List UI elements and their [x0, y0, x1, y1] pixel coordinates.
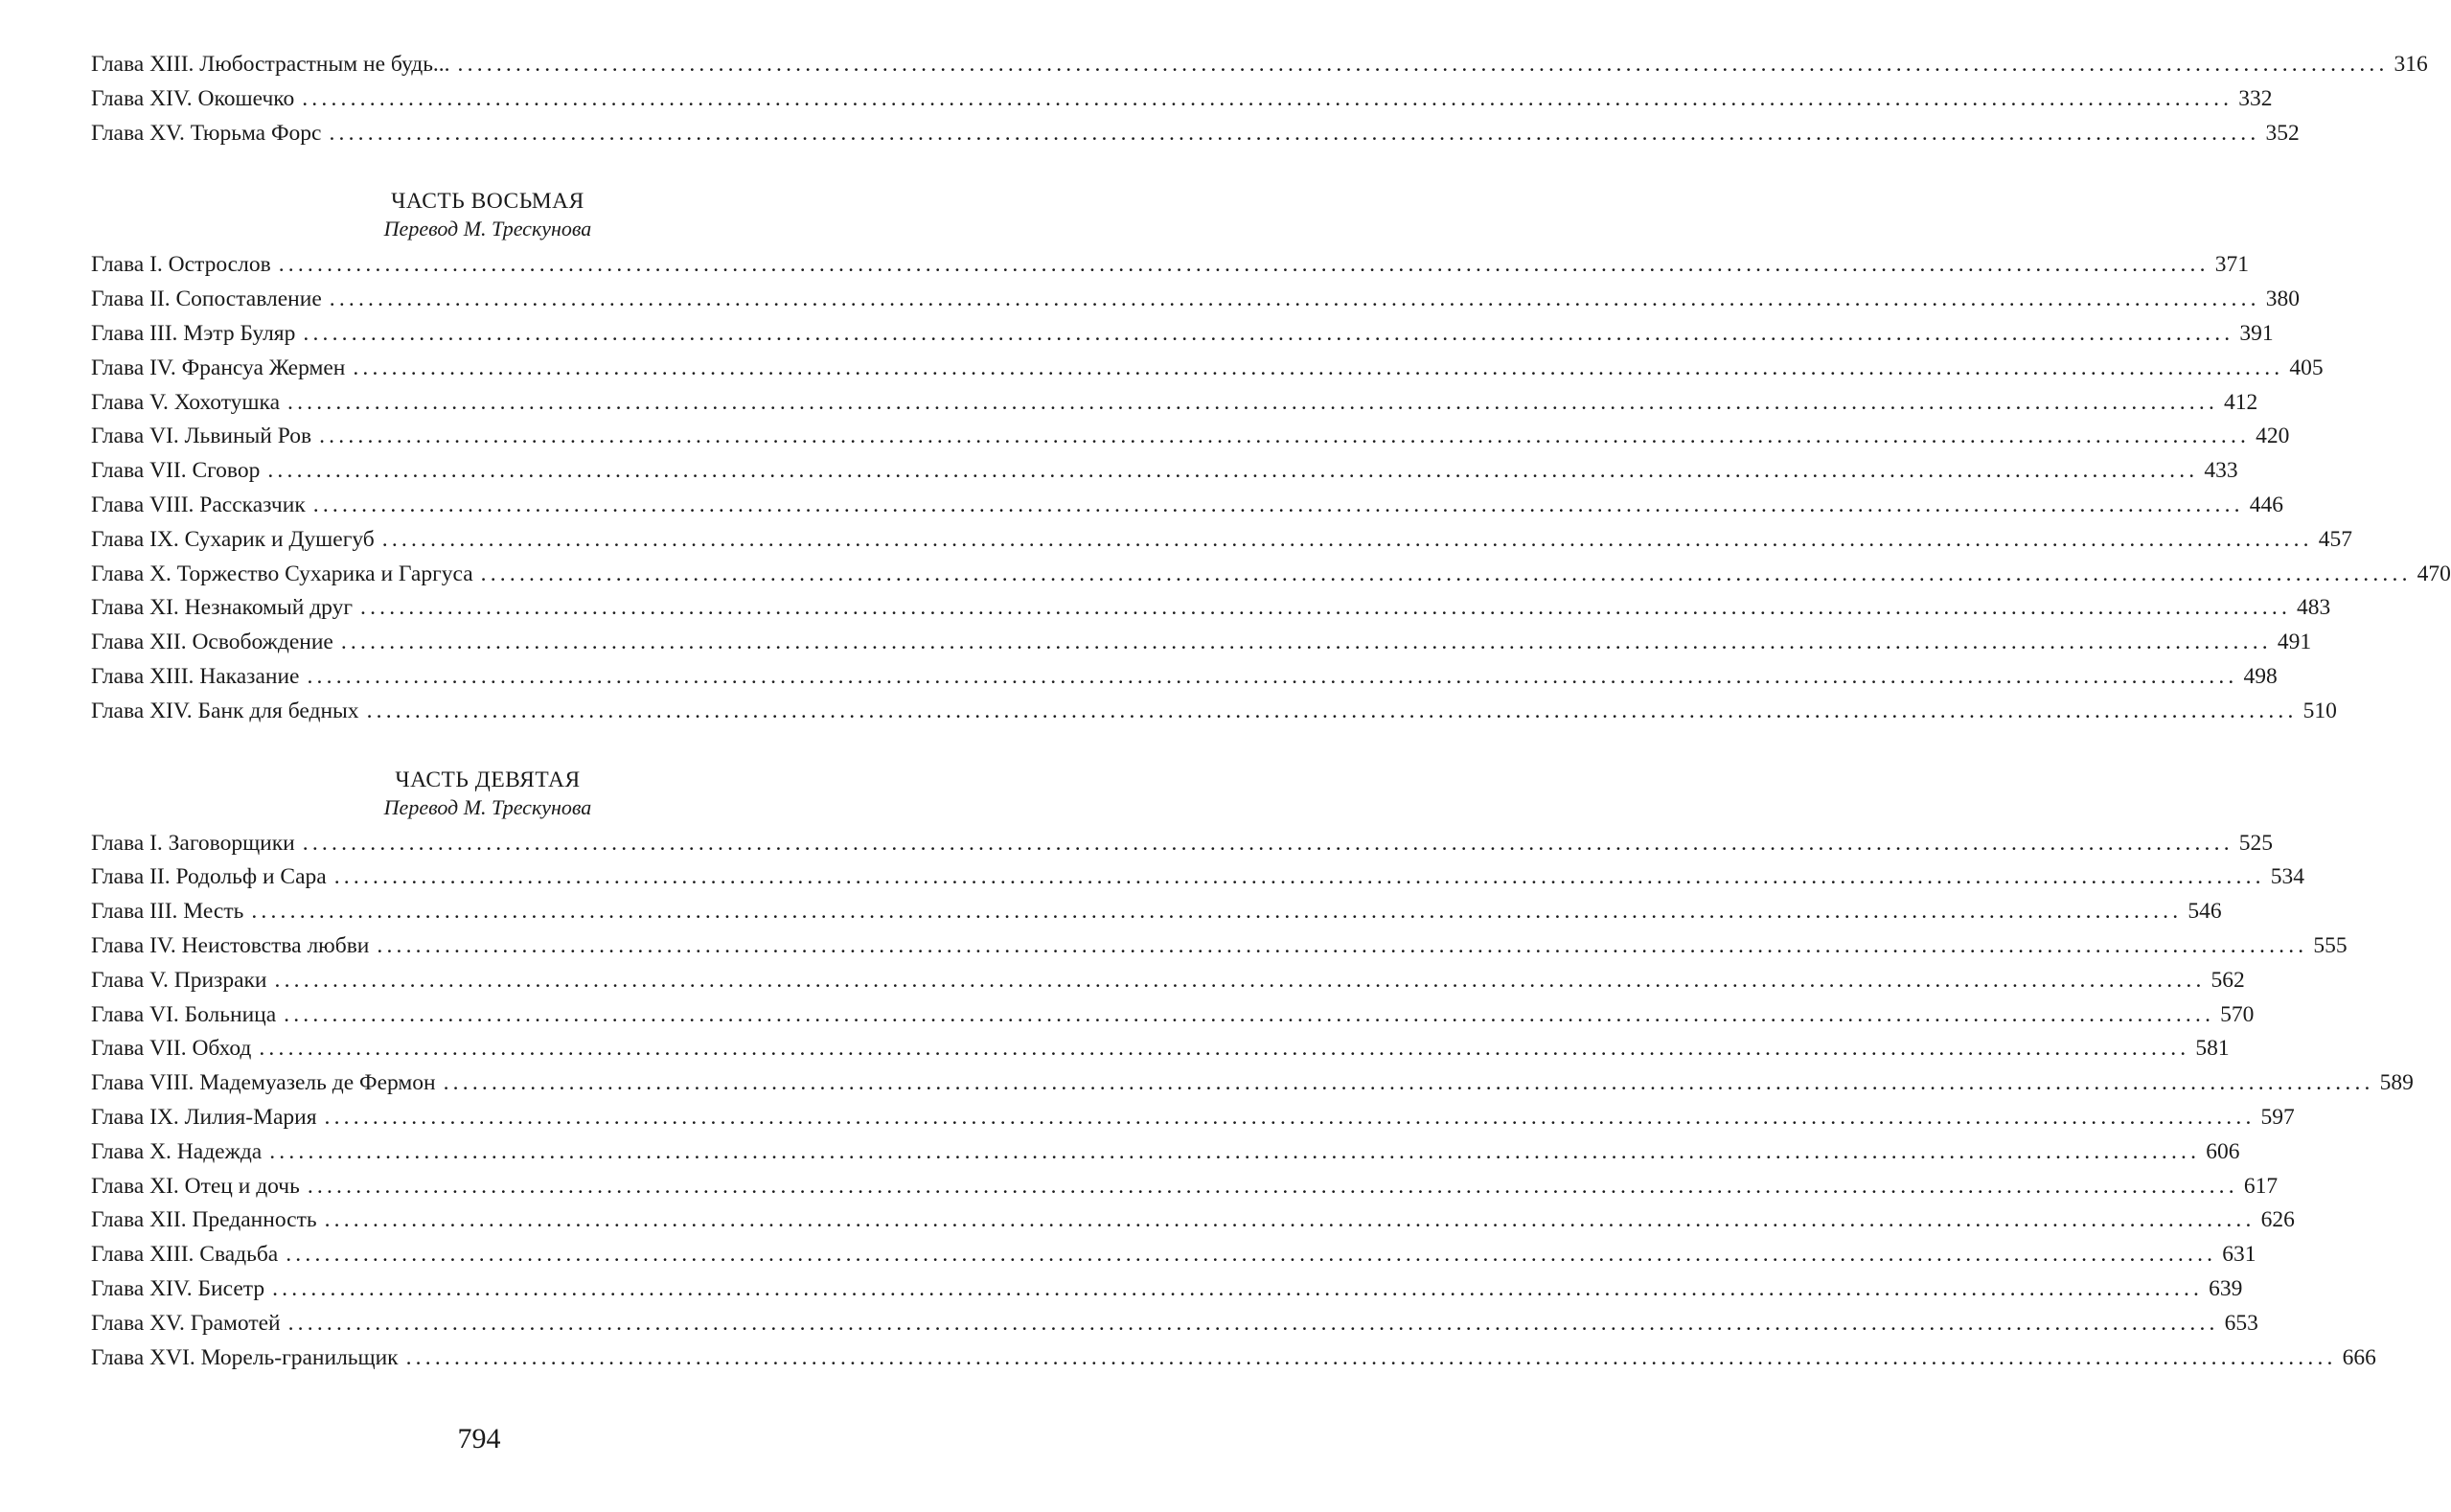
chapter-title: Глава I. Острослов — [91, 252, 271, 278]
toc-entry — [91, 1101, 2295, 1135]
toc-entry — [91, 48, 2428, 82]
chapter-page-number: 332 — [2238, 85, 2273, 111]
chapter-title: Глава V. Призраки — [91, 967, 267, 993]
dot-leader: ........................................................................................................................................................................................................ — [480, 561, 2412, 586]
chapter-title: Глава IX. Сухарик и Душегуб — [91, 526, 375, 552]
toc-entry — [91, 626, 2312, 660]
chapter-page-number: 597 — [2260, 1104, 2295, 1130]
chapter-page-number: 491 — [2277, 630, 2312, 655]
toc-entry — [91, 454, 2238, 489]
toc-entry — [91, 558, 2451, 592]
dot-leader: ........................................................................................................................................................................................................ — [303, 320, 2234, 346]
chapter-page-number: 631 — [2222, 1242, 2256, 1268]
chapter-page-number: 457 — [2318, 526, 2352, 552]
chapter-title: Глава XIII. Любострастным не будь... — [91, 52, 450, 77]
part-title: ЧАСТЬ ДЕВЯТАЯ — [395, 767, 581, 792]
toc-entry — [91, 352, 2324, 386]
chapter-page-number: 534 — [2270, 864, 2304, 890]
chapter-page-number: 617 — [2243, 1173, 2279, 1199]
dot-leader: ........................................................................................................................................................................................................ — [274, 967, 2206, 993]
page-number: 794 — [457, 1423, 501, 1455]
chapter-page-number: 639 — [2209, 1275, 2243, 1301]
dot-leader: ........................................................................................................................................................................................................ — [269, 1138, 2201, 1164]
chapter-title: Глава III. Месть — [91, 899, 244, 925]
dot-leader: ........................................................................................................................................................................................................ — [333, 864, 2265, 890]
chapter-page-number: 316 — [2394, 52, 2428, 77]
dot-leader: ........................................................................................................................................................................................................ — [259, 1036, 2190, 1062]
toc-list-part-eight — [91, 248, 2451, 728]
chapter-title: Глава XII. Освобождение — [91, 630, 333, 655]
chapter-page-number: 525 — [2238, 830, 2274, 856]
toc-entry — [91, 1272, 2243, 1307]
chapter-page-number: 589 — [2379, 1070, 2414, 1096]
toc-entry — [91, 1066, 2414, 1101]
dot-leader: ........................................................................................................................................................................................................ — [443, 1070, 2374, 1096]
dot-leader: ........................................................................................................................................................................................................ — [329, 120, 2260, 146]
chapter-page-number: 626 — [2260, 1207, 2295, 1233]
chapter-title: Глава IX. Лилия-Мария — [91, 1104, 317, 1130]
toc-entry — [91, 248, 2249, 283]
chapter-page-number: 433 — [2204, 458, 2238, 484]
chapter-page-number: 666 — [2342, 1344, 2376, 1370]
chapter-page-number: 562 — [2210, 967, 2245, 993]
toc-entry — [91, 489, 2283, 523]
toc-entry — [91, 117, 2300, 151]
chapter-page-number: 498 — [2243, 663, 2278, 689]
chapter-page-number: 570 — [2220, 1001, 2255, 1027]
chapter-title: Глава II. Родольф и Сара — [91, 864, 327, 890]
chapter-page-number: 510 — [2302, 698, 2337, 723]
chapter-page-number: 412 — [2224, 389, 2258, 415]
chapter-title: Глава VII. Обход — [91, 1036, 252, 1062]
dot-leader: ........................................................................................................................................................................................................ — [307, 663, 2238, 689]
dot-leader: ........................................................................................................................................................................................................ — [307, 1173, 2238, 1199]
toc-entry — [91, 1135, 2240, 1170]
table-of-contents — [91, 48, 2451, 1375]
part-translator: Перевод М. Трескунова — [383, 217, 592, 241]
dot-leader: ........................................................................................................................................................................................................ — [267, 458, 2199, 484]
chapter-page-number: 606 — [2206, 1138, 2240, 1164]
dot-leader: ........................................................................................................................................................................................................ — [324, 1207, 2256, 1233]
dot-leader: ........................................................................................................................................................................................................ — [251, 899, 2183, 925]
dot-leader: ........................................................................................................................................................................................................ — [312, 492, 2244, 517]
part-nine-header — [91, 766, 884, 821]
chapter-title: Глава V. Хохотушка — [91, 389, 281, 415]
toc-entry — [91, 695, 2337, 729]
chapter-title: Глава XIII. Наказание — [91, 663, 300, 689]
toc-entry — [91, 827, 2274, 861]
toc-entry — [91, 1341, 2376, 1376]
part-translator: Перевод М. Трескунова — [383, 794, 592, 819]
toc-entry — [91, 1203, 2295, 1238]
dot-leader: ........................................................................................................................................................................................................ — [360, 595, 2292, 621]
dot-leader: ........................................................................................................................................................................................................ — [278, 252, 2210, 278]
dot-leader: ........................................................................................................................................................................................................ — [302, 830, 2233, 856]
chapter-title: Глава X. Торжество Сухарика и Гаргуса — [91, 561, 473, 586]
dot-leader: ........................................................................................................................................................................................................ — [457, 52, 2389, 77]
chapter-title: Глава VII. Сговор — [91, 458, 261, 484]
chapter-page-number: 405 — [2289, 355, 2324, 380]
chapter-title: Глава XI. Незнакомый друг — [91, 595, 354, 621]
dot-leader: ........................................................................................................................................................................................................ — [319, 424, 2251, 449]
dot-leader: ........................................................................................................................................................................................................ — [272, 1275, 2204, 1301]
chapter-title: Глава VI. Больница — [91, 1001, 277, 1027]
dot-leader: ........................................................................................................................................................................................................ — [287, 389, 2219, 415]
chapter-title: Глава XIV. Окошечко — [91, 85, 295, 111]
toc-entry — [91, 998, 2255, 1033]
chapter-title: Глава XIV. Банк для бедных — [91, 698, 359, 723]
chapter-title: Глава III. Мэтр Буляр — [91, 320, 296, 346]
chapter-title: Глава XIII. Свадьба — [91, 1242, 279, 1268]
toc-entry — [91, 964, 2245, 998]
toc-entry — [91, 860, 2304, 895]
chapter-page-number: 371 — [2214, 252, 2249, 278]
chapter-title: Глава XIV. Бисетр — [91, 1275, 265, 1301]
dot-leader: ........................................................................................................................................................................................................ — [287, 1310, 2219, 1336]
toc-entry — [91, 1032, 2230, 1066]
part-title: ЧАСТЬ ВОСЬМАЯ — [391, 189, 584, 215]
chapter-page-number: 352 — [2265, 120, 2300, 146]
toc-entry — [91, 895, 2222, 929]
chapter-title: Глава XV. Грамотей — [91, 1310, 281, 1336]
toc-entry — [91, 591, 2331, 626]
chapter-title: Глава IV. Франсуа Жермен — [91, 355, 346, 380]
dot-leader: ........................................................................................................................................................................................................ — [340, 630, 2272, 655]
dot-leader: ........................................................................................................................................................................................................ — [353, 355, 2284, 380]
chapter-page-number: 391 — [2239, 320, 2274, 346]
toc-entry — [91, 929, 2348, 964]
toc-entry — [91, 283, 2300, 317]
chapter-page-number: 446 — [2249, 492, 2283, 517]
toc-entry — [91, 660, 2278, 695]
dot-leader: ........................................................................................................................................................................................................ — [302, 85, 2233, 111]
dot-leader: ........................................................................................................................................................................................................ — [329, 286, 2260, 312]
chapter-page-number: 581 — [2195, 1036, 2230, 1062]
chapter-title: Глава I. Заговорщики — [91, 830, 295, 856]
chapter-title: Глава VIII. Рассказчик — [91, 492, 306, 517]
toc-entry — [91, 1238, 2256, 1272]
toc-entry — [91, 1307, 2258, 1341]
toc-entry — [91, 386, 2258, 421]
chapter-title: Глава VI. Львиный Ров — [91, 424, 312, 449]
chapter-page-number: 546 — [2188, 899, 2222, 925]
dot-leader: ........................................................................................................................................................................................................ — [286, 1242, 2217, 1268]
toc-list-continued — [91, 48, 2428, 150]
chapter-title: Глава XV. Тюрьма Форс — [91, 120, 322, 146]
chapter-page-number: 420 — [2256, 424, 2290, 449]
chapter-title: Глава X. Надежда — [91, 1138, 263, 1164]
toc-entry — [91, 82, 2273, 117]
dot-leader: ........................................................................................................................................................................................................ — [366, 698, 2298, 723]
dot-leader: ........................................................................................................................................................................................................ — [381, 526, 2313, 552]
dot-leader: ........................................................................................................................................................................................................ — [324, 1104, 2256, 1130]
dot-leader: ........................................................................................................................................................................................................ — [405, 1344, 2337, 1370]
chapter-title: Глава IV. Неистовства любви — [91, 932, 370, 958]
toc-entry — [91, 420, 2290, 454]
chapter-page-number: 555 — [2313, 932, 2348, 958]
toc-list-part-nine — [91, 827, 2414, 1376]
part-eight-header — [91, 187, 884, 242]
chapter-title: Глава XI. Отец и дочь — [91, 1173, 300, 1199]
toc-entry — [91, 523, 2352, 558]
chapter-title: Глава VIII. Мадемуазель де Фермон — [91, 1070, 436, 1096]
chapter-title: Глава XVI. Морель-гранильщик — [91, 1344, 399, 1370]
toc-entry — [91, 1170, 2279, 1204]
chapter-page-number: 380 — [2265, 286, 2300, 312]
chapter-page-number: 653 — [2224, 1310, 2258, 1336]
dot-leader: ........................................................................................................................................................................................................ — [284, 1001, 2215, 1027]
chapter-title: Глава II. Сопоставление — [91, 286, 322, 312]
dot-leader: ........................................................................................................................................................................................................ — [377, 932, 2308, 958]
chapter-title: Глава XII. Преданность — [91, 1207, 317, 1233]
toc-entry — [91, 317, 2274, 352]
chapter-page-number: 470 — [2417, 561, 2451, 586]
chapter-page-number: 483 — [2297, 595, 2331, 621]
